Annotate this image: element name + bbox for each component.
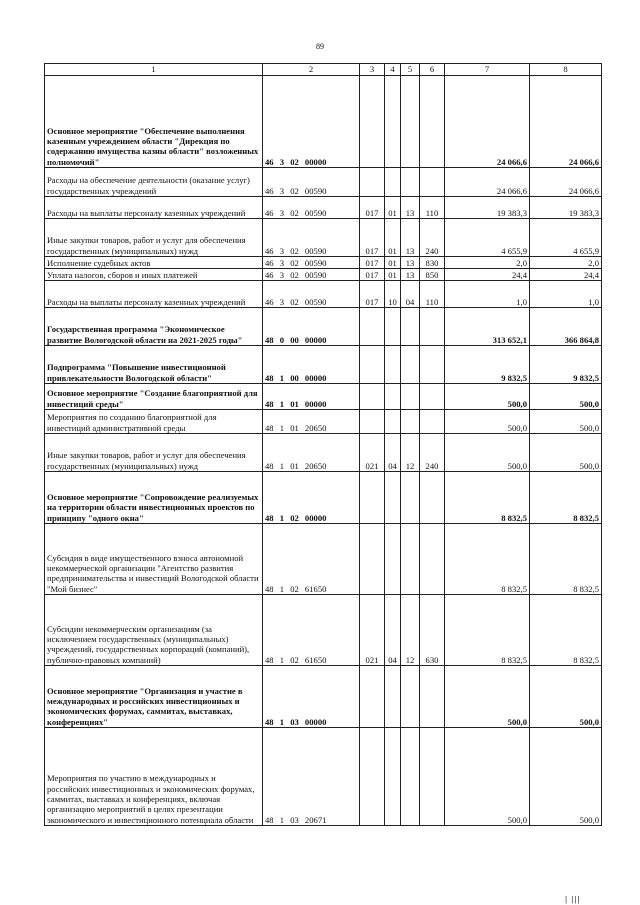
row-section: [385, 728, 401, 826]
corner-mark: | |||: [565, 895, 581, 904]
row-expense-type: [420, 76, 445, 168]
row-subsection: [401, 524, 420, 595]
row-amount-2023: 24 066,6: [530, 168, 602, 197]
row-amount-2023: 500,0: [530, 384, 602, 410]
row-section: [385, 384, 401, 410]
table-row: [45, 197, 602, 219]
table-body: [45, 76, 602, 826]
table-row: [45, 524, 602, 595]
row-code: 48 1 02 00000: [263, 472, 360, 524]
header-col-7: 7: [445, 64, 530, 76]
header-col-6: 6: [420, 64, 445, 76]
row-name: Иные закупки товаров, работ и услуг для обеспечения государственных (муниципальных) нужд: [45, 219, 263, 257]
row-expense-type: [420, 410, 445, 434]
row-section: [385, 76, 401, 168]
row-ministry: [360, 384, 385, 410]
row-ministry: 017: [360, 219, 385, 257]
table-row: [45, 595, 602, 666]
row-code: 48 1 01 20650: [263, 434, 360, 472]
row-ministry: 017: [360, 257, 385, 269]
row-amount-2022: 24 066,6: [445, 76, 530, 168]
row-section: 10: [385, 281, 401, 308]
header-col-4: 4: [385, 64, 401, 76]
row-amount-2023: 500,0: [530, 434, 602, 472]
row-name: Основное мероприятие "Организация и участие в международных и российских инвестиционных и экономических форумах, саммитах, выставках, конференциях": [45, 666, 263, 728]
row-code: 48 1 02 61650: [263, 524, 360, 595]
row-amount-2023: 500,0: [530, 410, 602, 434]
row-subsection: [401, 76, 420, 168]
row-amount-2023: 8 832,5: [530, 472, 602, 524]
row-name: Расходы на выплаты персоналу казенных учреждений: [45, 281, 263, 308]
row-amount-2023: 8 832,5: [530, 524, 602, 595]
row-name: Государственная программа "Экономическое развитие Вологодской области на 2021-2025 годы": [45, 308, 263, 346]
row-expense-type: [420, 728, 445, 826]
header-col-3: 3: [360, 64, 385, 76]
row-amount-2022: 500,0: [445, 384, 530, 410]
row-section: [385, 410, 401, 434]
row-expense-type: 110: [420, 197, 445, 219]
row-amount-2023: 500,0: [530, 728, 602, 826]
row-amount-2023: 24,4: [530, 269, 602, 281]
header-col-2: 2: [263, 64, 360, 76]
row-subsection: 12: [401, 434, 420, 472]
row-code: 48 1 01 20650: [263, 410, 360, 434]
page-number: 89: [316, 42, 324, 51]
row-code: 46 3 02 00590: [263, 269, 360, 281]
table-row: [45, 269, 602, 281]
table-row: [45, 308, 602, 346]
table-row: [45, 76, 602, 168]
row-expense-type: 850: [420, 269, 445, 281]
row-subsection: 13: [401, 219, 420, 257]
row-code: 48 0 00 00000: [263, 308, 360, 346]
row-expense-type: 240: [420, 219, 445, 257]
table-row: [45, 281, 602, 308]
row-ministry: [360, 346, 385, 384]
row-amount-2022: 9 832,5: [445, 346, 530, 384]
row-amount-2022: 4 655,9: [445, 219, 530, 257]
row-amount-2023: 4 655,9: [530, 219, 602, 257]
row-section: [385, 472, 401, 524]
row-section: [385, 666, 401, 728]
row-expense-type: [420, 472, 445, 524]
row-code: 48 1 00 00000: [263, 346, 360, 384]
row-amount-2022: 24,4: [445, 269, 530, 281]
row-ministry: [360, 410, 385, 434]
row-code: 46 3 02 00590: [263, 197, 360, 219]
row-subsection: [401, 472, 420, 524]
row-subsection: [401, 410, 420, 434]
row-amount-2023: 19 383,3: [530, 197, 602, 219]
row-ministry: 021: [360, 434, 385, 472]
table-row: [45, 384, 602, 410]
row-name: Расходы на обеспечение деятельности (оказание услуг) государственных учреждений: [45, 168, 263, 197]
row-ministry: 017: [360, 269, 385, 281]
row-amount-2022: 2,0: [445, 257, 530, 269]
row-ministry: [360, 168, 385, 197]
row-name: Подпрограмма "Повышение инвестиционной привлекательности Вологодской области": [45, 346, 263, 384]
row-name: Исполнение судебных актов: [45, 257, 263, 269]
row-code: 46 3 02 00590: [263, 257, 360, 269]
row-name: Основное мероприятие "Сопровождение реализуемых на территории области инвестиционных проектов по принципу "одного окна": [45, 472, 263, 524]
row-amount-2022: 8 832,5: [445, 524, 530, 595]
table-header-row: [45, 64, 602, 76]
row-name: Основное мероприятие "Обеспечение выполнения казенным учреждением области "Дирекция по содержанию имущества казны области" возложенных полномочий": [45, 76, 263, 168]
row-amount-2023: 500,0: [530, 666, 602, 728]
row-subsection: [401, 384, 420, 410]
row-amount-2022: 8 832,5: [445, 595, 530, 666]
row-subsection: 04: [401, 281, 420, 308]
table-row: [45, 410, 602, 434]
row-section: 01: [385, 197, 401, 219]
row-name: Уплата налогов, сборов и иных платежей: [45, 269, 263, 281]
table-row: [45, 666, 602, 728]
row-expense-type: [420, 666, 445, 728]
row-expense-type: 240: [420, 434, 445, 472]
row-section: [385, 168, 401, 197]
budget-table: [44, 63, 602, 826]
row-name: Субсидия в виде имущественного взноса автономной некоммерческой организации "Агентство развития предпринимательства и инвестиций Вологодской области "Мой бизнес": [45, 524, 263, 595]
row-section: 01: [385, 219, 401, 257]
row-subsection: [401, 728, 420, 826]
row-subsection: 12: [401, 595, 420, 666]
row-code: 48 1 01 00000: [263, 384, 360, 410]
row-ministry: [360, 308, 385, 346]
row-subsection: [401, 168, 420, 197]
row-section: 04: [385, 434, 401, 472]
row-amount-2023: 366 864,8: [530, 308, 602, 346]
row-amount-2022: 500,0: [445, 410, 530, 434]
row-amount-2022: 19 383,3: [445, 197, 530, 219]
row-expense-type: [420, 384, 445, 410]
row-code: 46 3 02 00590: [263, 219, 360, 257]
table-row: [45, 168, 602, 197]
row-amount-2023: 2,0: [530, 257, 602, 269]
table-row: [45, 219, 602, 257]
row-expense-type: [420, 308, 445, 346]
row-subsection: 13: [401, 197, 420, 219]
row-amount-2023: 1,0: [530, 281, 602, 308]
row-name: Мероприятия по участию в международных и российских инвестиционных и экономических форумах, саммитах, выставках и конференциях, включая организацию мероприятий в целях презентации экономического и инвестиционного потенциала области: [45, 728, 263, 826]
row-name: Субсидии некоммерческим организациям (за исключением государственных (муниципальных) учреждений, государственных корпораций (компаний), публично-правовых компаний): [45, 595, 263, 666]
row-ministry: 017: [360, 197, 385, 219]
row-expense-type: 630: [420, 595, 445, 666]
row-amount-2022: 8 832,5: [445, 472, 530, 524]
row-amount-2022: 500,0: [445, 728, 530, 826]
row-code: 46 3 02 00590: [263, 168, 360, 197]
row-ministry: [360, 728, 385, 826]
row-subsection: [401, 666, 420, 728]
table-row: [45, 346, 602, 384]
row-name: Основное мероприятие "Создание благоприятной для инвестиций среды": [45, 384, 263, 410]
header-col-1: 1: [45, 64, 263, 76]
row-name: Иные закупки товаров, работ и услуг для обеспечения государственных (муниципальных) нужд: [45, 434, 263, 472]
header-col-8: 8: [530, 64, 602, 76]
row-section: 01: [385, 257, 401, 269]
row-amount-2023: 8 832,5: [530, 595, 602, 666]
row-section: 04: [385, 595, 401, 666]
row-ministry: [360, 524, 385, 595]
row-amount-2022: 500,0: [445, 434, 530, 472]
row-amount-2023: 9 832,5: [530, 346, 602, 384]
row-code: 48 1 03 00000: [263, 666, 360, 728]
row-ministry: 021: [360, 595, 385, 666]
table-row: [45, 728, 602, 826]
row-subsection: [401, 308, 420, 346]
table-row: [45, 257, 602, 269]
row-code: 46 3 02 00590: [263, 281, 360, 308]
table-row: [45, 472, 602, 524]
row-ministry: 017: [360, 281, 385, 308]
row-amount-2022: 24 066,6: [445, 168, 530, 197]
row-section: [385, 308, 401, 346]
row-subsection: 13: [401, 269, 420, 281]
row-expense-type: [420, 168, 445, 197]
row-ministry: [360, 472, 385, 524]
row-ministry: [360, 666, 385, 728]
row-name: Мероприятия по созданию благоприятной для инвестиций административной среды: [45, 410, 263, 434]
row-expense-type: [420, 346, 445, 384]
row-section: [385, 524, 401, 595]
row-amount-2022: 313 652,1: [445, 308, 530, 346]
row-code: 48 1 03 20671: [263, 728, 360, 826]
row-amount-2022: 500,0: [445, 666, 530, 728]
row-section: [385, 346, 401, 384]
row-name: Расходы на выплаты персоналу казенных учреждений: [45, 197, 263, 219]
row-amount-2023: 24 066,6: [530, 76, 602, 168]
row-ministry: [360, 76, 385, 168]
table-row: [45, 434, 602, 472]
header-col-5: 5: [401, 64, 420, 76]
row-expense-type: 110: [420, 281, 445, 308]
row-subsection: [401, 346, 420, 384]
row-expense-type: [420, 524, 445, 595]
row-subsection: 13: [401, 257, 420, 269]
row-amount-2022: 1,0: [445, 281, 530, 308]
row-section: 01: [385, 269, 401, 281]
row-code: 46 3 02 00000: [263, 76, 360, 168]
row-code: 48 1 02 61650: [263, 595, 360, 666]
row-expense-type: 830: [420, 257, 445, 269]
